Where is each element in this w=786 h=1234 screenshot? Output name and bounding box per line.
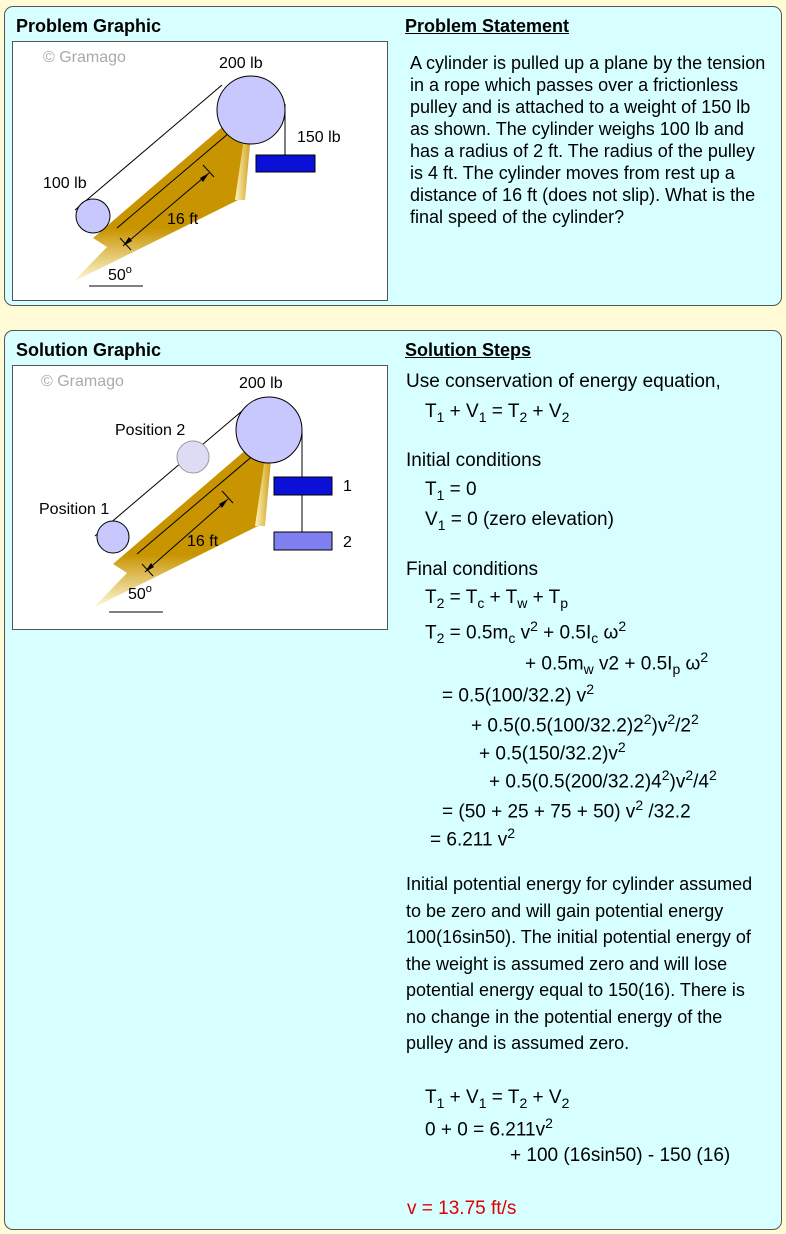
final-t2-expanded-cont: + $0.5m_w$ $v2 + 0.5I_p$ $\omega^2$ xyxy=(525,649,709,678)
cylinder-circle xyxy=(76,199,110,233)
distance-label: 16 ft xyxy=(167,211,199,228)
pulley-circle xyxy=(236,397,302,463)
final-answer: v = 13.75 ft/s xyxy=(407,1198,517,1219)
problem-figure xyxy=(12,41,388,301)
final-t2-expanded: $T_2 = 0.5m_c$ $v^2 + 0.5I_c$ $\omega^2$ xyxy=(425,618,627,647)
final-line-2: + $0.5(0.5(100/32.2)2^2)v^2/2^2$ xyxy=(471,711,699,737)
solution-panel xyxy=(4,330,782,1230)
distance-label: 16 ft xyxy=(187,533,219,550)
angle-label: 50$^o$ xyxy=(128,583,152,603)
weight-1-label: 1 xyxy=(343,478,352,495)
problem-diagram xyxy=(13,42,387,300)
position-1-label: Position 1 xyxy=(39,501,110,518)
hanging-weight-label: 150 lb xyxy=(297,129,341,146)
problem-graphic-title: Problem Graphic xyxy=(16,16,162,36)
final-heading: Final conditions xyxy=(406,559,539,580)
pulley-weight-label: 200 lb xyxy=(239,375,283,392)
cylinder-position-2 xyxy=(177,441,209,473)
problem-panel xyxy=(4,6,782,306)
position-2-label: Position 2 xyxy=(115,422,186,439)
final-line-3: + $0.5(150/32.2)v^2$ xyxy=(479,739,626,765)
problem-statement-title: Problem Statement xyxy=(405,16,570,36)
energy-equation: $T_1 + V_1 = T_2 + V_2$ xyxy=(425,401,570,425)
weight-2-label: 2 xyxy=(343,534,352,551)
final-line-4: + $0.5(0.5(200/32.2)4^2)v^2/4^2$ xyxy=(489,767,717,793)
angle-label: 50$^o$ xyxy=(108,264,132,284)
solution-graphic-title: Solution Graphic xyxy=(16,340,162,360)
initial-heading: Initial conditions xyxy=(406,450,542,471)
solution-diagram xyxy=(13,366,387,629)
energy-equation-2: $T_1 + V_1 = T_2 + V_2$ xyxy=(425,1087,570,1111)
incline-plane xyxy=(73,104,249,282)
initial-t1: $T_1 = 0$ xyxy=(425,479,477,503)
final-line-6: = 6.211 $v^2$ xyxy=(430,825,516,851)
problem-statement: A cylinder is pulled up a plane by the tension in a rope which passes over a frictionless pulley and is attached to a weight of 150 lb as shown. The cylinder weighs 100 lb and has a radius of 2 ft. The radius of the pulley is 4 ft. The cylinder moves from rest up a distance of 16 ft (does not slip). What is the final speed of the cylinder? xyxy=(410,53,766,227)
weight-block xyxy=(256,155,315,172)
final-line-1: = 0.5(100/32.2) $v^2$ xyxy=(442,681,594,707)
weight-position-2 xyxy=(274,532,332,550)
substituted-equation: $0 + 0 = 6.211v^2$ xyxy=(425,1115,553,1141)
solution-steps-title: Solution Steps xyxy=(405,340,531,360)
solution-copyright: © Gramago xyxy=(41,373,124,390)
problem-copyright: © Gramago xyxy=(43,49,126,66)
cylinder-weight-label: 100 lb xyxy=(43,175,87,192)
potential-energy-paragraph: Initial potential energy for cylinder assumed to be zero and will gain potential energy 100(16sin50). The initial potential energy of the weight is assumed zero and will lose potential energy equal to 150(16). There is no change in the potential energy of the pulley and is assumed zero. xyxy=(406,874,753,1053)
final-t2-sum: $T_2 = T_c + T_w + T_p$ xyxy=(425,587,569,611)
pulley-circle xyxy=(217,76,285,144)
final-line-5: = (50 + 25 + 75 + 50) $v^2$ /32.2 xyxy=(442,797,691,823)
weight-position-1 xyxy=(274,477,332,495)
solution-figure xyxy=(12,365,388,630)
pulley-weight-label: 200 lb xyxy=(219,55,263,72)
cylinder-position-1 xyxy=(97,521,129,553)
initial-v1: $V_1 = 0$ (zero elevation) xyxy=(425,509,614,533)
intro-text: Use conservation of energy equation, xyxy=(406,371,721,392)
substituted-equation-cont: + 100 (16sin50) - 150 (16) xyxy=(510,1145,731,1166)
